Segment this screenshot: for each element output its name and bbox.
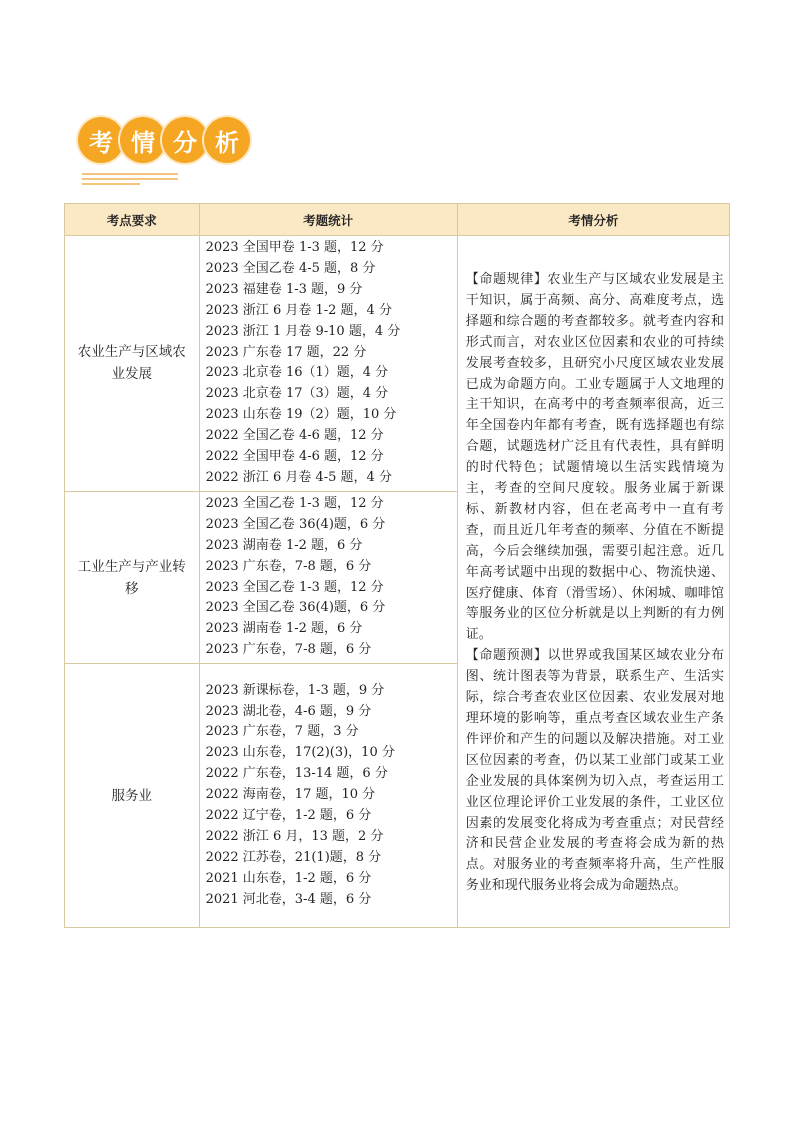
stat-line: 2023 全国乙卷 4-5 题，8 分 <box>205 260 376 276</box>
stat-line: 2023 广东卷，7-8 题，6 分 <box>205 642 372 658</box>
rule-tag: 【命题规律】 <box>465 271 548 287</box>
stat-line: 2023 山东卷，17(2)(3)，10 分 <box>205 745 395 761</box>
analysis-cell <box>457 236 729 928</box>
stat-line: 2022 海南卷，17 题，10 分 <box>205 787 376 803</box>
stat-line: 2022 辽宁卷，1-2 题，6 分 <box>205 808 372 824</box>
stat-line: 2023 全国甲卷 1-3 题，12 分 <box>205 240 384 255</box>
stat-line: 2023 湖南卷 1-2 题，6 分 <box>205 621 363 637</box>
stat-line: 2022 全国甲卷 4-6 题，12 分 <box>205 449 384 465</box>
table-row <box>65 236 730 492</box>
section-title-badges <box>78 117 246 163</box>
stat-line: 2023 广东卷 17 题，22 分 <box>205 344 367 360</box>
stat-line: 2022 浙江 6 月卷 4-5 题，4 分 <box>205 469 392 485</box>
exam-analysis-table <box>64 203 730 928</box>
title-char-3: 分 <box>162 117 208 163</box>
predict-text: 以世界或我国某区域农业分布图、统计图表等为背景，联系生产、生活实际，综合考查农业区位因素、农业发展对地理环境的影响等，重点考查区域农业生产条件评价和产生的问题以及解决措施。对工业区位因素的考查，仍以某工业部门或某工业企业发展的具体案例为切入点，考查运用工业区位理论评价工业发展的条件，工业区位因素的发展变化将成为考查重点；对民营经济和民营企业发展的考查将会成为新的热点。对服务业的考查频率将升高，生产性服务业和现代服务业将会成为命题热点。 <box>465 648 724 894</box>
stat-line: 2022 全国乙卷 4-6 题，12 分 <box>205 428 384 444</box>
stat-line: 2023 广东卷，7-8 题，6 分 <box>205 558 372 574</box>
title-char-1: 考 <box>78 117 124 163</box>
stat-line: 2023 浙江 6 月卷 1-2 题，4 分 <box>205 302 392 318</box>
title-char-4: 析 <box>204 117 250 163</box>
stat-line: 2023 全国乙卷 36(4)题，6 分 <box>205 600 386 616</box>
stat-line: 2023 广东卷，7 题，3 分 <box>205 724 359 740</box>
header-statistics: 考题统计 <box>199 204 457 236</box>
stat-line: 2023 湖北卷，4-6 题，9 分 <box>205 703 372 719</box>
stats-cell <box>199 236 457 492</box>
header-requirement: 考点要求 <box>65 204 200 236</box>
stats-cell <box>199 664 457 928</box>
predict-tag: 【命题预测】 <box>465 648 548 664</box>
stat-line: 2021 山东卷，1-2 题，6 分 <box>205 870 372 886</box>
requirement-cell: 工业生产与产业转移 <box>65 491 200 663</box>
stat-line: 2023 湖南卷 1-2 题，6 分 <box>205 537 363 553</box>
stat-line: 2023 北京卷 17（3）题，4 分 <box>205 386 389 402</box>
stat-line: 2023 全国乙卷 1-3 题，12 分 <box>205 579 384 595</box>
stat-line: 2023 山东卷 19（2）题，10 分 <box>205 407 397 423</box>
stat-line: 2023 浙江 1 月卷 9-10 题，4 分 <box>205 323 401 339</box>
stat-line: 2023 福建卷 1-3 题，9 分 <box>205 281 363 297</box>
stat-line: 2022 浙江 6 月，13 题，2 分 <box>205 828 384 844</box>
requirement-cell: 农业生产与区域农业发展 <box>65 236 200 492</box>
stat-line: 2022 广东卷，13-14 题，6 分 <box>205 766 388 782</box>
stats-cell <box>199 491 457 663</box>
title-char-2: 情 <box>120 117 166 163</box>
stat-line: 2023 全国乙卷 1-3 题，12 分 <box>205 495 384 511</box>
stat-line: 2023 新课标卷，1-3 题，9 分 <box>205 682 385 698</box>
stat-line: 2021 河北卷，3-4 题，6 分 <box>205 891 372 907</box>
stat-line: 2023 北京卷 16（1）题，4 分 <box>205 365 389 381</box>
header-analysis: 考情分析 <box>457 204 729 236</box>
stat-line: 2023 全国乙卷 36(4)题，6 分 <box>205 516 386 532</box>
stat-line: 2022 江苏卷，21(1)题，8 分 <box>205 849 382 865</box>
rule-text: 农业生产与区域农业发展是主干知识，属于高频、高分、高难度考点，选择题和综合题的考查都较多。就考查内容和形式而言，对农业区位因素和农业的可持续发展考查较多，且研究小尺度区域农业发展已成为命题方向。工业专题属于人文地理的主干知识，在高考中的考查频率很高，近三年全国卷内年都有考查，既有选择题也有综合题，试题选材广泛且有代表性，具有鲜明的时代特色；试题情境以生活实践情境为主，考查的空间尺度较。服务业属于新课标、新教材内容，但在老高考中一直有考查，而且近几年考查的频率、分值在不断提高，今后会继续加强，需要引起注意。近几年高考试题中出现的数据中心、物流快递、医疗健康、体育（滑雪场）、休闲城、咖啡馆等服务业的区位分析就是以上判断的有力例证。 <box>465 271 724 643</box>
requirement-cell: 服务业 <box>65 664 200 928</box>
table-header-row <box>65 204 730 236</box>
title-underline-decoration <box>82 173 178 188</box>
section-title <box>78 117 278 187</box>
